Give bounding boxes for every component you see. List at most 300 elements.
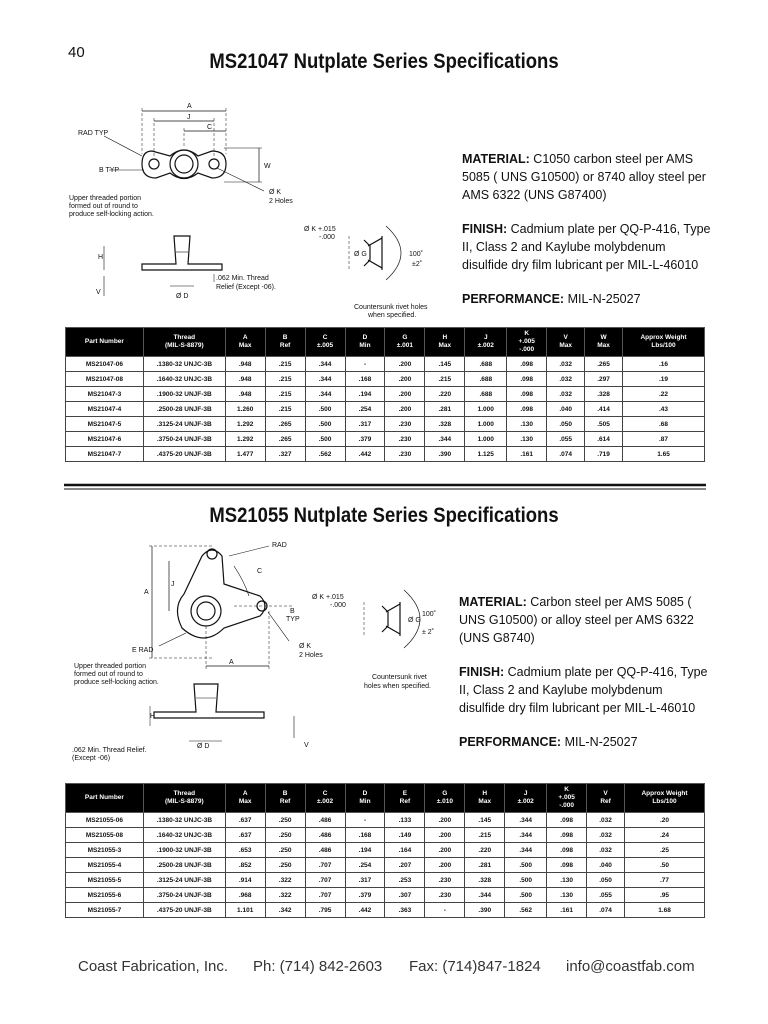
table2-header-cell <box>587 784 625 813</box>
table1-cell: 1.65 <box>623 447 705 462</box>
drawing2-deg: 100˚ <box>422 611 437 618</box>
table2-cell: .130 <box>547 873 587 888</box>
table1-cell: .032 <box>547 372 585 387</box>
table1-cell: .719 <box>585 447 623 462</box>
drawing1-od: Ø D <box>176 293 189 300</box>
drawing2-b: B <box>290 608 295 615</box>
table2-cell: .133 <box>385 813 425 828</box>
table2-cell: .344 <box>505 828 547 843</box>
section1-material-label: MATERIAL: <box>462 152 530 166</box>
table2-header-text: V <box>603 790 608 797</box>
table2-cell: .707 <box>305 888 345 903</box>
table2-cell: .168 <box>345 828 385 843</box>
table2-cell: .230 <box>425 888 465 903</box>
table1-cell: .215 <box>425 372 465 387</box>
table1-cell: .327 <box>265 447 305 462</box>
footer-phone: Ph: (714) 842-2603 <box>253 958 383 975</box>
drawing2-a2: A <box>229 659 234 666</box>
table2-header-text: (MIL-S-8879) <box>164 798 204 805</box>
table1-header-text: Max <box>238 342 252 349</box>
table1-cell: .688 <box>465 372 507 387</box>
table1-cell: 1.260 <box>225 402 265 417</box>
section1-performance-label: PERFORMANCE: <box>462 292 565 306</box>
table2-cell: .363 <box>385 903 425 918</box>
table2-header-text: Ref <box>399 798 411 805</box>
drawing1-note3: produce self-locking action. <box>69 211 154 218</box>
ms21047-spec-table <box>65 327 705 462</box>
table1-cell: .055 <box>547 432 585 447</box>
table1-cell: .442 <box>345 447 385 462</box>
table1-cell: 1.292 <box>225 432 265 447</box>
table1-cell: .414 <box>585 402 623 417</box>
table1-cell: .3750-24 UNJF-3B <box>143 432 225 447</box>
drawing1-csk1: Countersunk rivet holes <box>354 304 428 311</box>
table1-cell: .098 <box>507 402 547 417</box>
table2-header-cell <box>305 784 345 813</box>
table2-cell: .795 <box>305 903 345 918</box>
table2-cell: .200 <box>425 828 465 843</box>
table2-cell: .055 <box>587 888 625 903</box>
table2-cell: MS21055-08 <box>66 828 144 843</box>
table1-cell: .328 <box>425 417 465 432</box>
table1-cell: .265 <box>585 357 623 372</box>
table2-cell: .050 <box>587 873 625 888</box>
table-row <box>66 813 705 828</box>
table2-cell: .442 <box>345 903 385 918</box>
table1-header-text: Max <box>597 342 610 349</box>
table1-header-text: Max <box>438 342 452 349</box>
section2-finish-label: FINISH: <box>459 665 505 679</box>
table2-cell: .145 <box>465 813 505 828</box>
table-row <box>66 888 705 903</box>
table1-cell: .200 <box>385 402 425 417</box>
table1-cell: .688 <box>465 357 507 372</box>
table1-cell: 1.000 <box>465 417 507 432</box>
table2-cell: .653 <box>225 843 265 858</box>
table2-cell: .130 <box>547 888 587 903</box>
table1-cell: .19 <box>623 372 705 387</box>
drawing2-okt1: Ø K +.015 <box>312 594 344 601</box>
section2-finish <box>459 663 709 717</box>
table2-cell: 1.68 <box>625 903 705 918</box>
table1-header-text: Ref <box>279 342 291 349</box>
section1-finish-label: FINISH: <box>462 222 508 236</box>
section2-performance <box>459 733 709 751</box>
table1-cell: .130 <box>507 417 547 432</box>
table1-cell: .68 <box>623 417 705 432</box>
table2-cell: .250 <box>265 843 305 858</box>
table2-cell: .317 <box>345 873 385 888</box>
drawing1-okt2: -.000 <box>319 234 335 241</box>
footer-email[interactable]: info@coastfab.com <box>566 958 695 975</box>
table2-cell: .250 <box>265 858 305 873</box>
drawing1-note2: formed out of round to <box>69 203 138 210</box>
table1-cell: MS21047-5 <box>66 417 144 432</box>
table1-cell: .2500-28 UNJF-3B <box>143 402 225 417</box>
table-row <box>66 447 705 462</box>
ms21047-drawing <box>64 96 454 321</box>
table2-cell: MS21055-5 <box>66 873 144 888</box>
table1-cell: MS21047-7 <box>66 447 144 462</box>
table2-header-text: -.000 <box>559 802 575 809</box>
drawing2-holes: 2 Holes <box>299 652 323 659</box>
table2-cell: .344 <box>505 813 547 828</box>
table2-cell: .500 <box>505 858 547 873</box>
table2-cell: .1640-32 UNJC-3B <box>143 828 225 843</box>
table2-header-text: Max <box>478 798 492 805</box>
table2-cell: .040 <box>587 858 625 873</box>
table2-cell: .098 <box>547 858 587 873</box>
section1-specs <box>462 150 712 324</box>
table2-header-text: A <box>242 790 248 797</box>
table1-cell: .614 <box>585 432 623 447</box>
table2-cell: .914 <box>225 873 265 888</box>
table2-header-text: Min <box>359 798 371 805</box>
table2-cell: .20 <box>625 813 705 828</box>
table2-header-text: Part Number <box>84 794 124 801</box>
table2-cell: .194 <box>345 843 385 858</box>
table1-cell: .16 <box>623 357 705 372</box>
table1-header-cell <box>345 328 385 357</box>
table1-cell: .168 <box>345 372 385 387</box>
table2-cell: .254 <box>345 858 385 873</box>
table2-cell: .253 <box>385 873 425 888</box>
table2-header-text: Approx Weight <box>641 790 688 797</box>
drawing1-okt1: Ø K +.015 <box>304 226 336 233</box>
table1-header-row <box>66 328 705 357</box>
table1-cell: .281 <box>425 402 465 417</box>
section2-title: MS21055 Nutplate Series Specifications <box>209 504 559 527</box>
table2-header-text: ±.002 <box>316 798 334 805</box>
drawing1-note1: Upper threaded portion <box>69 195 141 202</box>
table-row <box>66 432 705 447</box>
table2-header-cell <box>265 784 305 813</box>
table1-header-text: +.005 <box>518 338 535 345</box>
table1-cell: .074 <box>547 447 585 462</box>
drawing1-a: A <box>187 103 192 110</box>
section2-performance-label: PERFORMANCE: <box>459 735 562 749</box>
table2-header-cell <box>66 784 144 813</box>
table2-header-cell <box>465 784 505 813</box>
table1-cell: .161 <box>507 447 547 462</box>
table1-cell: MS21047-3 <box>66 387 144 402</box>
drawing2-relief2: (Except -06) <box>72 755 111 762</box>
table2-header-text: D <box>362 790 368 797</box>
table1-header-text: A <box>242 334 248 341</box>
table1-cell: .1640-32 UNJC-3B <box>143 372 225 387</box>
table1-header-text: G <box>402 334 408 341</box>
table2-cell: .207 <box>385 858 425 873</box>
table2-cell: .220 <box>465 843 505 858</box>
drawing2-c: C <box>257 568 263 575</box>
table2-cell: MS21055-06 <box>66 813 144 828</box>
table1-header-text: Approx Weight <box>640 334 687 341</box>
table2-header-text: Thread <box>173 790 196 797</box>
table2-header-text: Max <box>238 798 252 805</box>
table1-header-text: V <box>563 334 568 341</box>
table1-cell: .040 <box>547 402 585 417</box>
table1-cell: .500 <box>305 417 345 432</box>
table1-cell: .948 <box>225 357 265 372</box>
drawing1-j: J <box>187 114 191 121</box>
table2-header-text: C <box>322 790 328 797</box>
table1-cell: .1380-32 UNJC-3B <box>143 357 225 372</box>
table1-header-text: D <box>362 334 368 341</box>
table2-header-text: B <box>282 790 288 797</box>
section1-finish <box>462 220 712 274</box>
table-row <box>66 387 705 402</box>
table2-header-text: J <box>523 790 528 797</box>
table1-header-text: Min <box>359 342 371 349</box>
table2-cell: .968 <box>225 888 265 903</box>
table1-cell: .215 <box>265 387 305 402</box>
table2-header-cell <box>385 784 425 813</box>
drawing1-relief2: Relief (Except -06). <box>216 284 276 291</box>
table-row <box>66 858 705 873</box>
table1-cell: .317 <box>345 417 385 432</box>
table2-cell: .500 <box>505 888 547 903</box>
table2-cell: .230 <box>425 873 465 888</box>
drawing2-relief1: .062 Min. Thread Relief. <box>72 747 147 754</box>
table2-cell: .342 <box>265 903 305 918</box>
table1-cell: .297 <box>585 372 623 387</box>
table1-header-cell <box>425 328 465 357</box>
table1-cell: .379 <box>345 432 385 447</box>
table-row <box>66 873 705 888</box>
table2-cell: .098 <box>547 843 587 858</box>
table2-cell: - <box>425 903 465 918</box>
drawing2-od: Ø D <box>197 743 210 750</box>
table1-cell: .215 <box>265 372 305 387</box>
table1-header-text: J <box>483 334 488 341</box>
table2-header-text: Ref <box>279 798 291 805</box>
table2-cell: .1900-32 UNJF-3B <box>143 843 225 858</box>
table2-cell: .95 <box>625 888 705 903</box>
table1-header-cell <box>547 328 585 357</box>
table1-header-cell <box>385 328 425 357</box>
table1-cell: .050 <box>547 417 585 432</box>
table1-header-cell <box>585 328 623 357</box>
drawing1-relief1: .062 Min. Thread <box>216 275 269 282</box>
table1-cell: .032 <box>547 387 585 402</box>
table2-cell: .322 <box>265 888 305 903</box>
table-row <box>66 357 705 372</box>
table1-cell: .098 <box>507 357 547 372</box>
table2-cell: .3125-24 UNJF-3B <box>143 873 225 888</box>
table1-cell: .3125-24 UNJF-3B <box>143 417 225 432</box>
table1-cell: .390 <box>425 447 465 462</box>
table1-header-text: Thread <box>173 334 196 341</box>
table2-cell: .307 <box>385 888 425 903</box>
table1-cell: 1.000 <box>465 432 507 447</box>
table1-cell: .500 <box>305 402 345 417</box>
drawing2-okt2: -.000 <box>330 602 346 609</box>
section1-material-text: C1050 carbon steel per AMS 5085 ( UNS G10500) or 8740 alloy steel per AMS 6322 (UNS G87400) <box>462 152 706 202</box>
table1-cell: .948 <box>225 387 265 402</box>
table2-cell: .250 <box>265 828 305 843</box>
drawing1-ok: Ø K <box>269 189 282 196</box>
drawing1-c: C <box>207 124 213 131</box>
table2-header-text: E <box>402 790 408 797</box>
table2-cell: .149 <box>385 828 425 843</box>
ms21055-drawing <box>64 536 454 764</box>
table2-header-cell <box>547 784 587 813</box>
table1-header-cell <box>265 328 305 357</box>
drawing1-deg: 100˚ <box>409 251 424 258</box>
table1-cell: MS21047-06 <box>66 357 144 372</box>
table1-cell: .230 <box>385 417 425 432</box>
table2-cell: .328 <box>465 873 505 888</box>
table2-cell: .3750-24 UNJF-3B <box>143 888 225 903</box>
table2-cell: .322 <box>265 873 305 888</box>
table2-cell: .164 <box>385 843 425 858</box>
table-row <box>66 402 705 417</box>
table1-cell: .194 <box>345 387 385 402</box>
table1-cell: .130 <box>507 432 547 447</box>
table1-header-text: Lbs/100 <box>651 342 676 349</box>
table1-cell: .562 <box>305 447 345 462</box>
table2-header-row <box>66 784 705 813</box>
table1-cell: .22 <box>623 387 705 402</box>
table2-cell: .486 <box>305 843 345 858</box>
table2-cell: .852 <box>225 858 265 873</box>
drawing2-note1: Upper threaded portion <box>74 663 146 670</box>
table-row <box>66 372 705 387</box>
table1-cell: .254 <box>345 402 385 417</box>
table1-cell: .4375-20 UNJF-3B <box>143 447 225 462</box>
section1-material <box>462 150 712 204</box>
section1-finish-text: Cadmium plate per QQ-P-416, Type II, Class 2 and Kaylube molybdenum disulfide dry film lubricant per MIL-L-46010 <box>462 222 711 272</box>
table2-cell: .25 <box>625 843 705 858</box>
drawing2-v: V <box>304 742 309 749</box>
table-row <box>66 828 705 843</box>
table1-cell: .344 <box>305 387 345 402</box>
table1-cell: .200 <box>385 387 425 402</box>
table1-cell: .230 <box>385 432 425 447</box>
table1-cell: .344 <box>305 357 345 372</box>
table1-cell: 1.477 <box>225 447 265 462</box>
table2-header-cell <box>425 784 465 813</box>
table1-cell: .505 <box>585 417 623 432</box>
section2-finish-text: Cadmium plate per QQ-P-416, Type II, Class 2 and Kaylube molybdenum disulfide dry film lubricant per MIL-L-46010 <box>459 665 708 715</box>
drawing1-rad-typ: RAD TYP <box>78 130 109 137</box>
section2-specs <box>459 593 709 767</box>
table2-header-text: Ref <box>600 798 611 805</box>
table2-cell: .390 <box>465 903 505 918</box>
table2-header-text: K <box>564 786 569 793</box>
table-row <box>66 843 705 858</box>
table1-cell: .1900-32 UNJF-3B <box>143 387 225 402</box>
table2-cell: .486 <box>305 813 345 828</box>
table1-header-cell <box>66 328 144 357</box>
table2-header-cell <box>505 784 547 813</box>
table1-cell: .328 <box>585 387 623 402</box>
table2-cell: .032 <box>587 843 625 858</box>
table2-header-text: Lbs/100 <box>652 798 677 805</box>
page-number: 40 <box>68 44 85 61</box>
table1-cell: .344 <box>305 372 345 387</box>
table2-cell: .50 <box>625 858 705 873</box>
table1-cell: .500 <box>305 432 345 447</box>
drawing1-degtol: ±2˚ <box>412 261 423 268</box>
table1-cell: .098 <box>507 387 547 402</box>
table2-cell: .344 <box>505 843 547 858</box>
table1-cell: - <box>345 357 385 372</box>
drawing2-typ: TYP <box>286 616 300 623</box>
table1-cell: .265 <box>265 432 305 447</box>
table1-header-text: ±.001 <box>396 342 414 349</box>
table2-cell: .4375-20 UNJF-3B <box>143 903 225 918</box>
table2-cell: .1380-32 UNJC-3B <box>143 813 225 828</box>
table2-cell: .344 <box>465 888 505 903</box>
table2-cell: .707 <box>305 858 345 873</box>
drawing2-csk1: Countersunk rivet <box>372 674 427 681</box>
table2-cell: .032 <box>587 828 625 843</box>
table1-cell: .688 <box>465 387 507 402</box>
table1-cell: .032 <box>547 357 585 372</box>
table2-cell: .200 <box>425 858 465 873</box>
table1-cell: 1.125 <box>465 447 507 462</box>
table1-cell: .948 <box>225 372 265 387</box>
section2-material-label: MATERIAL: <box>459 595 527 609</box>
table1-cell: .200 <box>385 357 425 372</box>
table2-cell: .098 <box>547 813 587 828</box>
table1-header-cell <box>225 328 265 357</box>
table2-cell: .074 <box>587 903 625 918</box>
drawing1-w: W <box>264 163 271 170</box>
table1-header-text: ±.005 <box>316 342 334 349</box>
footer-company: Coast Fabrication, Inc. <box>78 958 229 975</box>
table2-header-cell <box>625 784 705 813</box>
table2-cell: .77 <box>625 873 705 888</box>
table1-cell: .230 <box>385 447 425 462</box>
section2-material <box>459 593 709 647</box>
table1-header-text: W <box>600 334 607 341</box>
section1-performance <box>462 290 712 308</box>
table2-cell: MS21055-6 <box>66 888 144 903</box>
drawing2-a: A <box>144 589 149 596</box>
table1-cell: MS21047-6 <box>66 432 144 447</box>
table1-cell: .215 <box>265 357 305 372</box>
table2-cell: .2500-28 UNJF-3B <box>143 858 225 873</box>
drawing2-csk2: holes when specified. <box>364 683 431 690</box>
drawing2-note2: formed out of round to <box>74 671 143 678</box>
section-divider <box>64 483 706 491</box>
table2-cell: MS21055-4 <box>66 858 144 873</box>
table1-cell: .220 <box>425 387 465 402</box>
table1-header-text: K <box>524 330 530 337</box>
drawing2-degtol: ± 2˚ <box>422 629 435 636</box>
table2-cell: .215 <box>465 828 505 843</box>
section1-title: MS21047 Nutplate Series Specifications <box>209 50 559 73</box>
table2-header-text: +.005 <box>558 794 575 801</box>
drawing1-csk2: when specified. <box>368 312 417 319</box>
table2-header-text: ±.010 <box>436 798 453 805</box>
table2-header-cell <box>345 784 385 813</box>
table1-cell: .200 <box>385 372 425 387</box>
table1-header-text: Part Number <box>84 338 124 345</box>
drawing1-og: Ø G <box>354 251 367 258</box>
drawing2-erad: E RAD <box>132 647 154 654</box>
table1-header-text: (MIL-S-8879) <box>164 342 204 349</box>
table2-cell: .032 <box>587 813 625 828</box>
table2-header-text: H <box>482 790 488 797</box>
drawing2-h: H <box>150 713 156 720</box>
table2-cell: .707 <box>305 873 345 888</box>
table2-cell: .281 <box>465 858 505 873</box>
table1-header-text: C <box>322 334 328 341</box>
table2-cell: - <box>345 813 385 828</box>
